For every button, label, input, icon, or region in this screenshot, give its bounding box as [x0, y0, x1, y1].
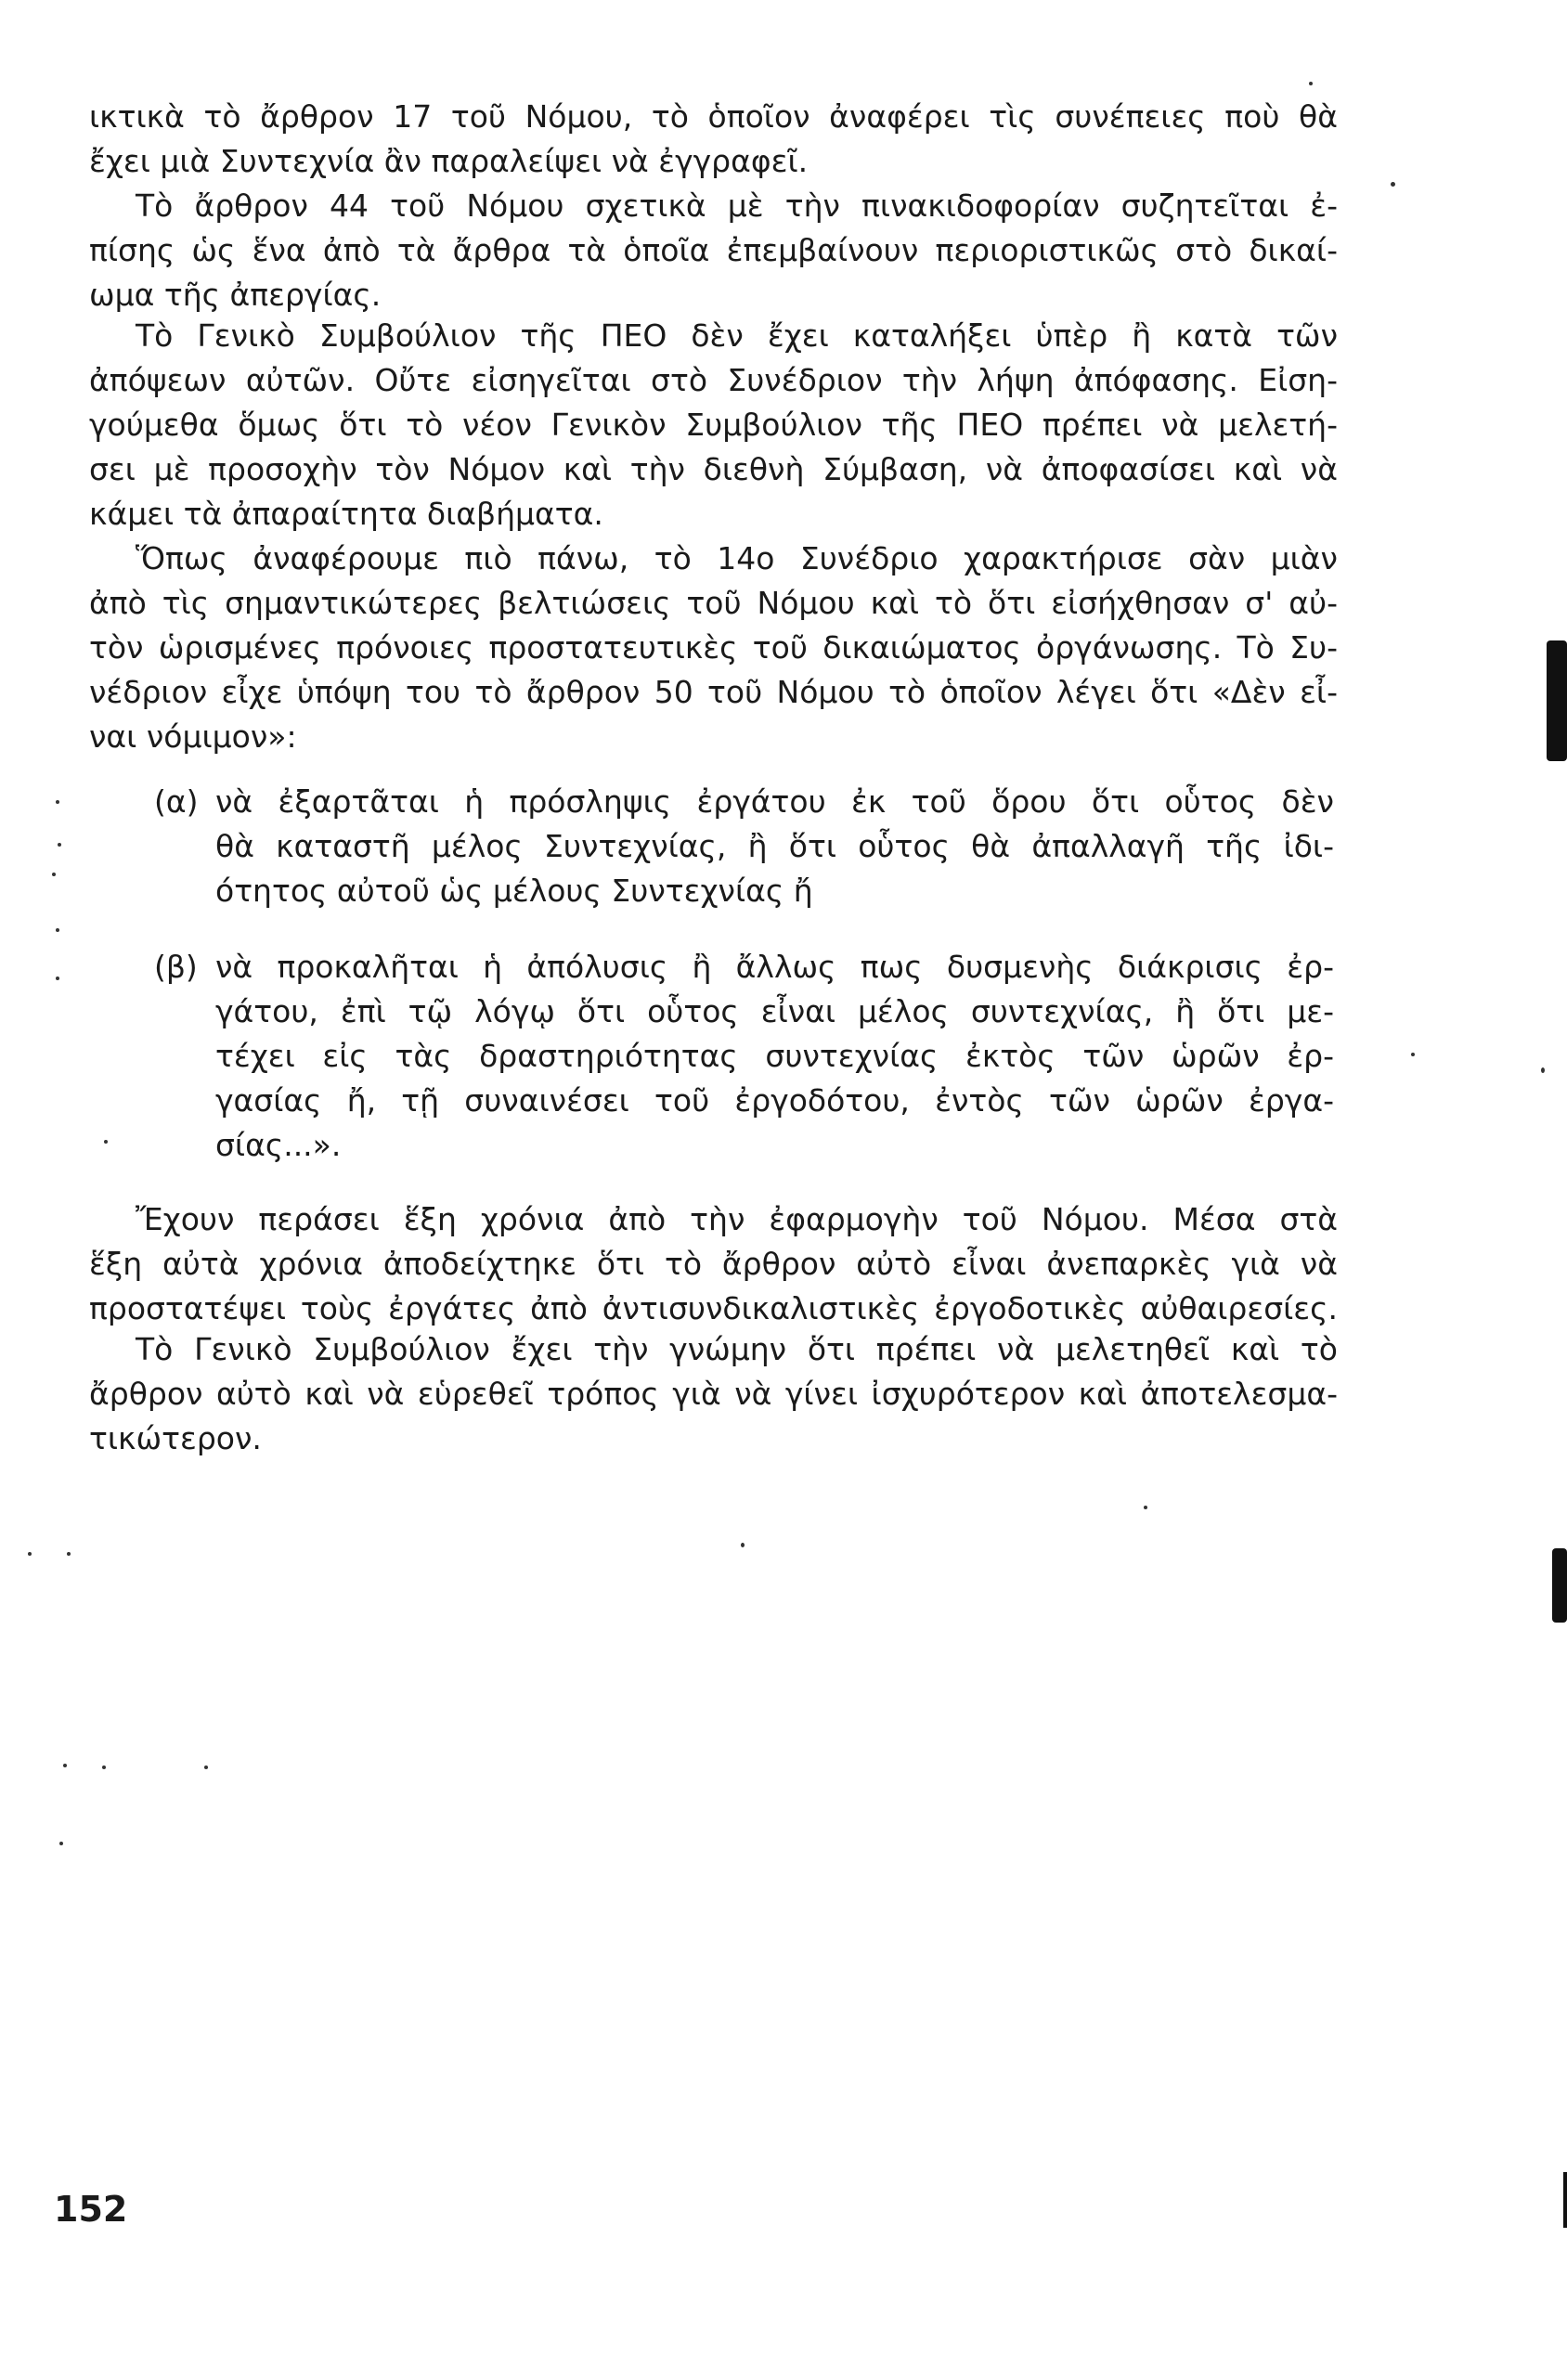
text-line: γούμεθα ὅμως ὅτι τὸ νέον Γενικὸν Συμβούλιον τῆς ΠΕΟ πρέπει νὰ μελετή- — [89, 407, 1338, 443]
list-item-line: νὰ προκαλῆται ἡ ἀπόλυσις ἢ ἄλλως πως δυσμενὴς διάκρισις ἐρ- — [215, 949, 1334, 985]
scan-edge-mark — [1547, 640, 1567, 761]
scan-speck — [1411, 1053, 1415, 1056]
list-item-line: γασίας ἤ, τῇ συναινέσει τοῦ ἐργοδότου, ἐντὸς τῶν ὡρῶν ἐργα- — [215, 1082, 1334, 1119]
scan-speck — [741, 1543, 745, 1547]
text-line: ἀπὸ τὶς σημαντικώτερες βελτιώσεις τοῦ Νόμου καὶ τὸ ὅτι εἰσήχθησαν σ' αὐ- — [89, 585, 1338, 621]
text-line: Ὅπως ἀναφέρουμε πιὸ πάνω, τὸ 14ο Συνέδριο χαρακτήρισε σὰν μιὰν — [136, 540, 1338, 576]
text-line: ναι νόμιμον»: — [89, 718, 297, 755]
list-item-line: ότητος αὐτοῦ ὡς μέλους Συντεχνίας ἤ — [215, 873, 813, 909]
scan-speck — [1541, 1067, 1545, 1073]
scan-speck — [102, 1766, 106, 1769]
text-line: ἄρθρον αὐτὸ καὶ νὰ εὑρεθεῖ τρόπος γιὰ νὰ γίνει ἰσχυρότερον καὶ ἀποτελεσμα- — [89, 1376, 1338, 1412]
scan-edge-mark — [1563, 2172, 1567, 2228]
scan-speck — [58, 843, 61, 847]
text-line: νέδριον εἶχε ὑπόψη του τὸ ἄρθρον 50 τοῦ Νόμου τὸ ὁποῖον λέγει ὅτι «Δὲν εἶ- — [89, 674, 1338, 710]
list-item-line: τέχει εἰς τὰς δραστηριότητας συντεχνίας ἐκτὸς τῶν ὡρῶν ἐρ- — [215, 1038, 1334, 1074]
scan-speck — [104, 1140, 108, 1144]
text-line: ἀπόψεων αὐτῶν. Οὔτε εἰσηγεῖται στὸ Συνέδριον τὴν λήψη ἀπόφασης. Εἰση- — [89, 362, 1338, 398]
scan-speck — [59, 1842, 63, 1845]
text-line: ικτικὰ τὸ ἄρθρον 17 τοῦ Νόμου, τὸ ὁποῖον ἀναφέρει τὶς συνέπειες ποὺ θὰ — [89, 98, 1338, 135]
scan-speck — [1144, 1506, 1147, 1509]
text-line: τικώτερον. — [89, 1420, 262, 1456]
scan-speck — [52, 873, 56, 876]
text-line: ωμα τῆς ἀπεργίας. — [89, 277, 382, 313]
list-item-line: νὰ ἐξαρτᾶται ἡ πρόσληψις ἐργάτου ἐκ τοῦ ὅρου ὅτι οὗτος δὲν — [215, 783, 1334, 820]
text-line: Τὸ Γενικὸ Συμβούλιον ἔχει τὴν γνώμην ὅτι πρέπει νὰ μελετηθεῖ καὶ τὸ — [136, 1331, 1338, 1367]
list-item-line: γάτου, ἐπὶ τῷ λόγῳ ὅτι οὗτος εἶναι μέλος συντεχνίας, ἢ ὅτι με- — [215, 993, 1334, 1029]
list-item-line: σίας...». — [215, 1127, 342, 1163]
scan-speck — [1309, 82, 1313, 85]
scan-speck — [56, 977, 59, 980]
scan-speck — [28, 1552, 32, 1556]
scan-speck — [1391, 182, 1395, 187]
scan-speck — [204, 1766, 208, 1769]
text-line: Ἔχουν περάσει ἕξη χρόνια ἀπὸ τὴν ἐφαρμογὴν τοῦ Νόμου. Μέσα στὰ — [136, 1201, 1338, 1237]
text-line: τὸν ὡρισμένες πρόνοιες προστατευτικὲς τοῦ δικαιώματος ὀργάνωσης. Τὸ Συ- — [89, 629, 1338, 666]
text-line: κάμει τὰ ἀπαραίτητα διαβήματα. — [89, 496, 603, 532]
text-line: Τὸ Γενικὸ Συμβούλιον τῆς ΠΕΟ δὲν ἔχει καταλήξει ὑπὲρ ἢ κατὰ τῶν — [136, 317, 1338, 354]
scan-edge-mark — [1552, 1548, 1567, 1623]
text-line: σει μὲ προσοχὴν τὸν Νόμον καὶ τὴν διεθνὴ Σύμβαση, νὰ ἀποφασίσει καὶ νὰ — [89, 451, 1338, 487]
list-item-marker: (α) — [154, 783, 199, 820]
text-line: ἔχει μιὰ Συντεχνία ἂν παραλείψει νὰ ἐγγραφεῖ. — [89, 143, 809, 179]
text-line: προστατέψει τοὺς ἐργάτες ἀπὸ ἀντισυνδικαλιστικὲς ἐργοδοτικὲς αὐθαιρεσίες. — [89, 1290, 1338, 1326]
scan-speck — [56, 800, 59, 804]
scan-speck — [63, 1764, 67, 1767]
page-number: 152 — [54, 2189, 128, 2230]
list-item-marker: (β) — [154, 949, 198, 985]
scan-speck — [56, 928, 59, 932]
scan-speck — [67, 1552, 71, 1556]
text-line: ἕξη αὐτὰ χρόνια ἀποδείχτηκε ὅτι τὸ ἄρθρον αὐτὸ εἶναι ἀνεπαρκὲς γιὰ νὰ — [89, 1246, 1338, 1282]
text-line: Τὸ ἄρθρον 44 τοῦ Νόμου σχετικὰ μὲ τὴν πινακιδοφορίαν συζητεῖται ἐ- — [136, 188, 1338, 224]
text-line: πίσης ὡς ἕνα ἀπὸ τὰ ἄρθρα τὰ ὁποῖα ἐπεμβαίνουν περιοριστικῶς στὸ δικαί- — [89, 232, 1338, 268]
list-item-line: θὰ καταστῆ μέλος Συντεχνίας, ἢ ὅτι οὗτος θὰ ἀπαλλαγῆ τῆς ἰδι- — [215, 828, 1334, 864]
